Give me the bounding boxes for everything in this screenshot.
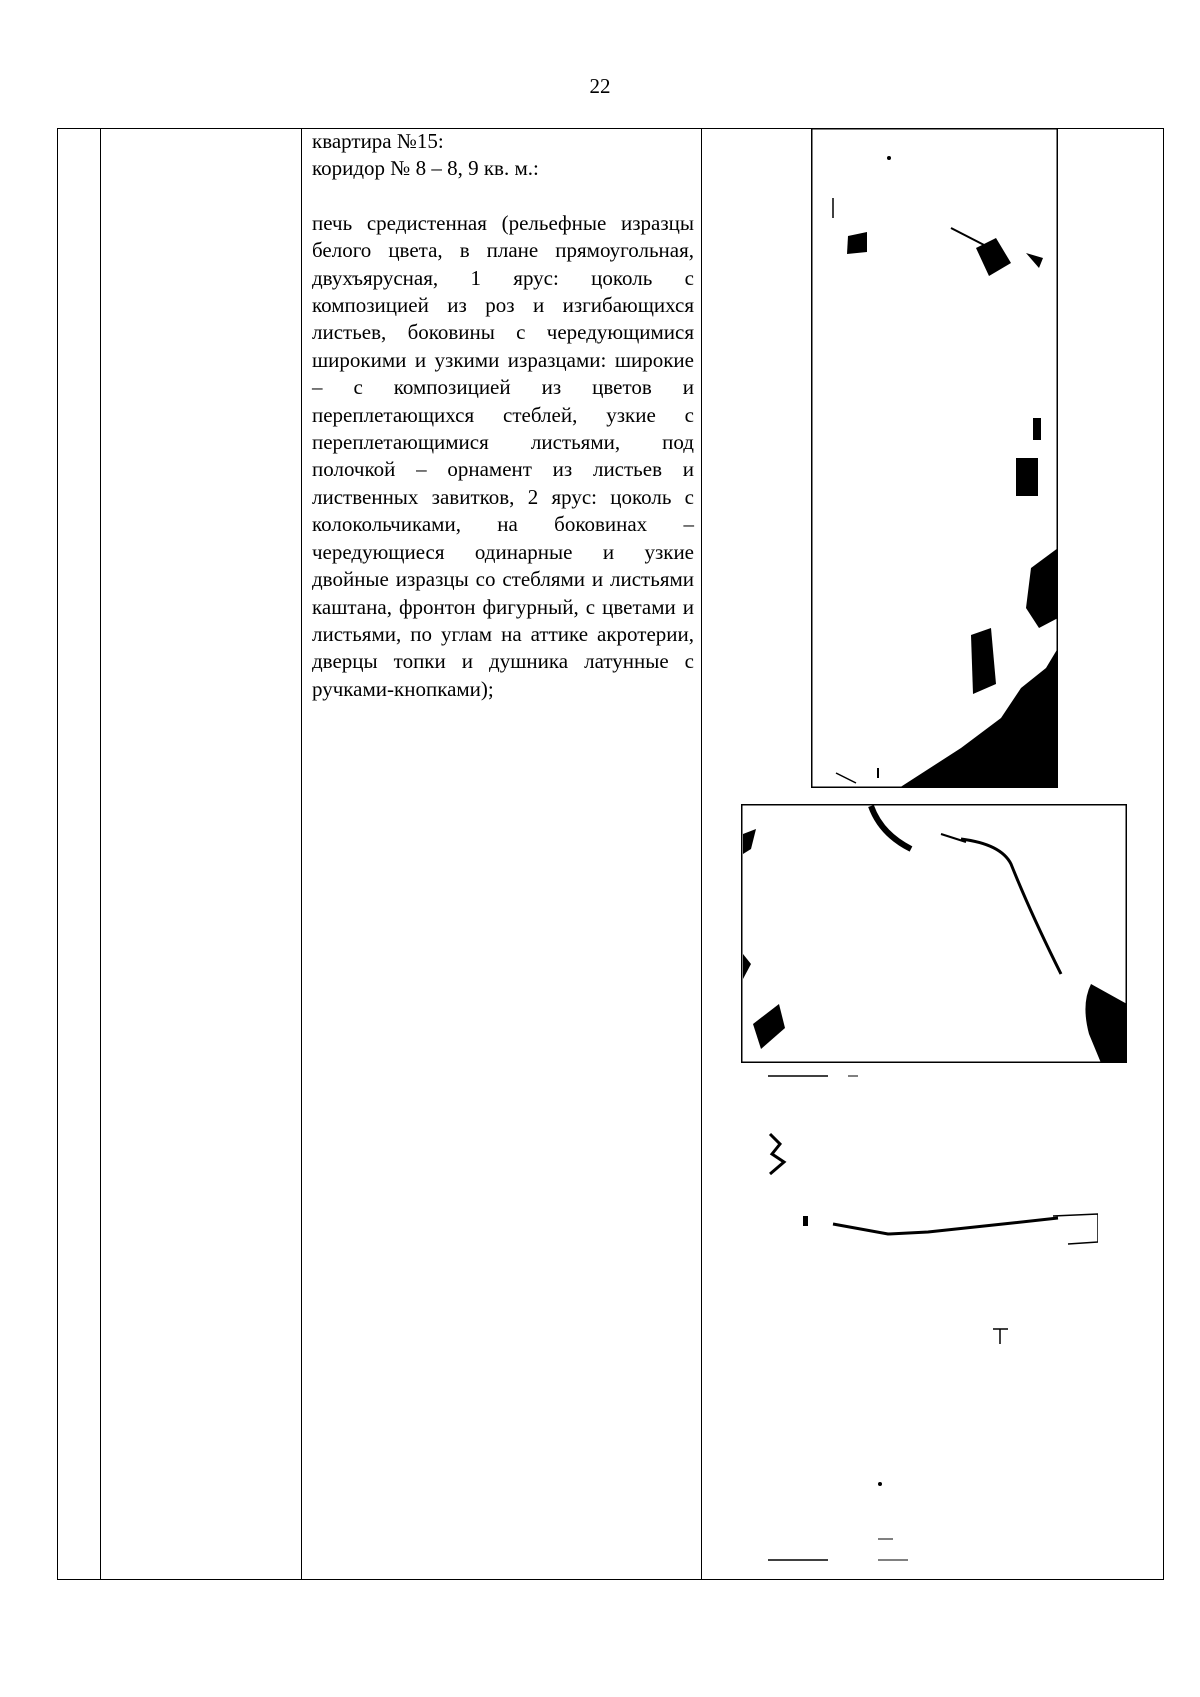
room-label: коридор № 8 – 8, 9 кв. м.:: [312, 156, 539, 181]
stove-photo-detail-top: [741, 804, 1127, 1063]
table-column-divider: [100, 129, 101, 1579]
stove-photo-detail-cornice: [768, 1074, 1098, 1562]
table-column-divider: [301, 129, 302, 1579]
apartment-label: квартира №15:: [312, 129, 444, 153]
page-number: 22: [589, 74, 611, 98]
table-column-divider: [701, 129, 702, 1579]
stove-description: печь средистенная (рельефные изразцы белого цвета, в плане прямоугольная, двухъярусная, 1 ярус: цоколь с композицией из роз и изгибающихся листьев, боковины с чередующимися широкими и узкими изразцами: широкие – с композицией из цветов и переплетающихся стеблей, узкие с переплетающимися листьями, под полочкой – орнамент из листьев и лиственных завитков, 2 ярус: цоколь с колокольчиками, на боковинах – чередующиеся одинарные и узкие двойные изразцы со стеблями и листьями каштана, фронтон фигурный, с цветами и листьями, по углам на аттике акротерии, дверцы топки и душника латунные с ручками-кнопками);: [312, 210, 694, 701]
stove-photo-full: [811, 128, 1058, 788]
entry-description-cell: [312, 128, 694, 703]
